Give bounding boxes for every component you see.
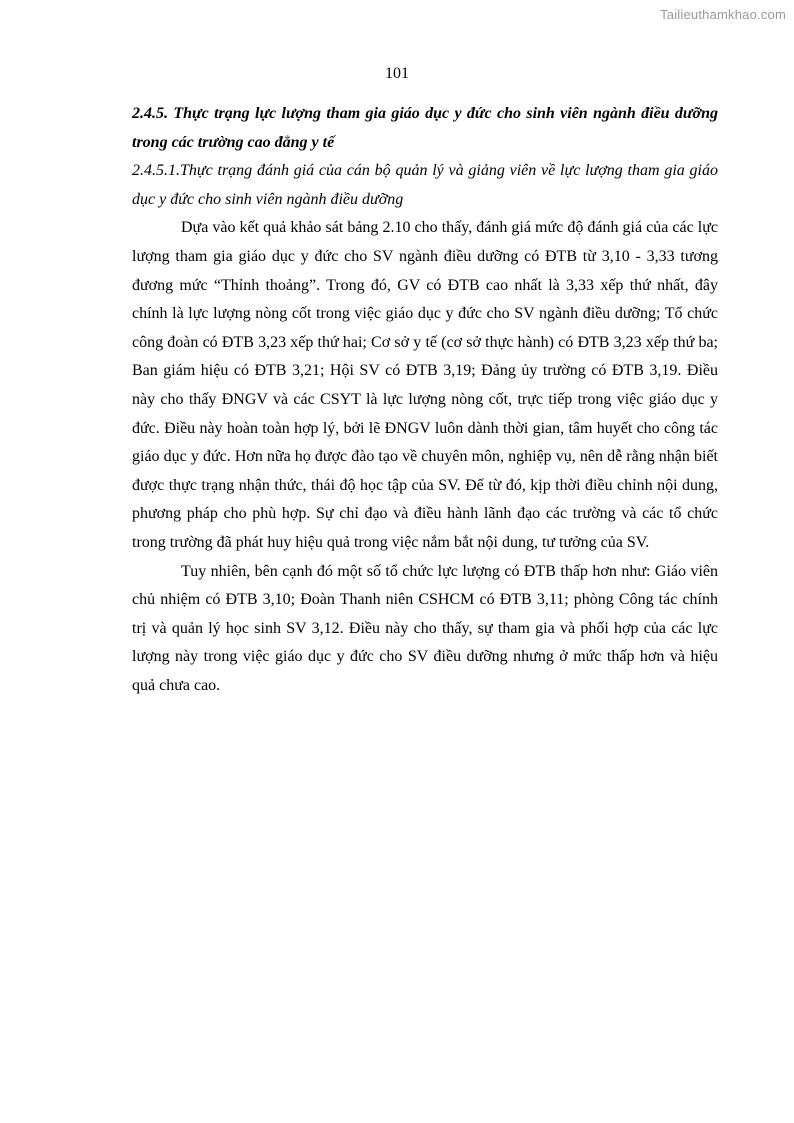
- section-heading: 2.4.5. Thực trạng lực lượng tham gia giáo dục y đức cho sinh viên ngành điều dưỡng trong các trường cao đẳng y tế: [132, 105, 718, 151]
- subsection-heading: 2.4.5.1.Thực trạng đánh giá của cán bộ quản lý và giảng viên về lực lượng tham gia giáo dục y đức cho sinh viên ngành điều dưỡng: [132, 162, 718, 208]
- page-number: 101: [385, 65, 409, 82]
- watermark: Tailieuthamkhao.com: [660, 7, 786, 22]
- body-paragraph: Dựa vào kết quả khảo sát bảng 2.10 cho thấy, đánh giá mức độ đánh giá của các lực lượng tham gia giáo dục y đức cho SV ngành điều dưỡng có ĐTB từ 3,10 - 3,33 tương đương mức “Thỉnh thoảng”. Trong đó, GV có ĐTB cao nhất là 3,33 xếp thứ nhất, đây chính là lực lượng nòng cốt trong việc giáo dục y đức cho SV ngành điều dưỡng; Tổ chức công đoàn có ĐTB 3,23 xếp thứ hai; Cơ sở y tế (cơ sở thực hành) có ĐTB 3,23 xếp thứ ba; Ban giám hiệu có ĐTB 3,21; Hội SV có ĐTB 3,19; Đảng ủy trường có ĐTB 3,19. Điều này cho thấy ĐNGV và các CSYT là lực lượng nòng cốt, trực tiếp trong việc giáo dục y đức. Điều này hoàn toàn hợp lý, bởi lẽ ĐNGV luôn dành thời gian, tâm huyết cho công tác giáo dục y đức. Hơn nữa họ được đào tạo về chuyên môn, nghiệp vụ, nên dễ rằng nhận biết được thực trạng nhận thức, thái độ học tập của SV. Để từ đó, kịp thời điều chỉnh nội dung, phương pháp cho phù hợp. Sự chỉ đạo và điều hành lãnh đạo các trường và các tổ chức trong trường đã phát huy hiệu quả trong việc nắm bắt nội dung, tư tưởng của SV.: [132, 219, 718, 551]
- document-body: [132, 100, 718, 700]
- body-paragraph: Tuy nhiên, bên cạnh đó một số tổ chức lực lượng có ĐTB thấp hơn như: Giáo viên chủ nhiệm có ĐTB 3,10; Đoàn Thanh niên CSHCM có ĐTB 3,11; phòng Công tác chính trị và quản lý học sinh SV 3,12. Điều này cho thấy, sự tham gia và phối hợp của các lực lượng này trong việc giáo dục y đức cho SV điều dưỡng nhưng ở mức thấp hơn và hiệu quả chưa cao.: [132, 562, 718, 694]
